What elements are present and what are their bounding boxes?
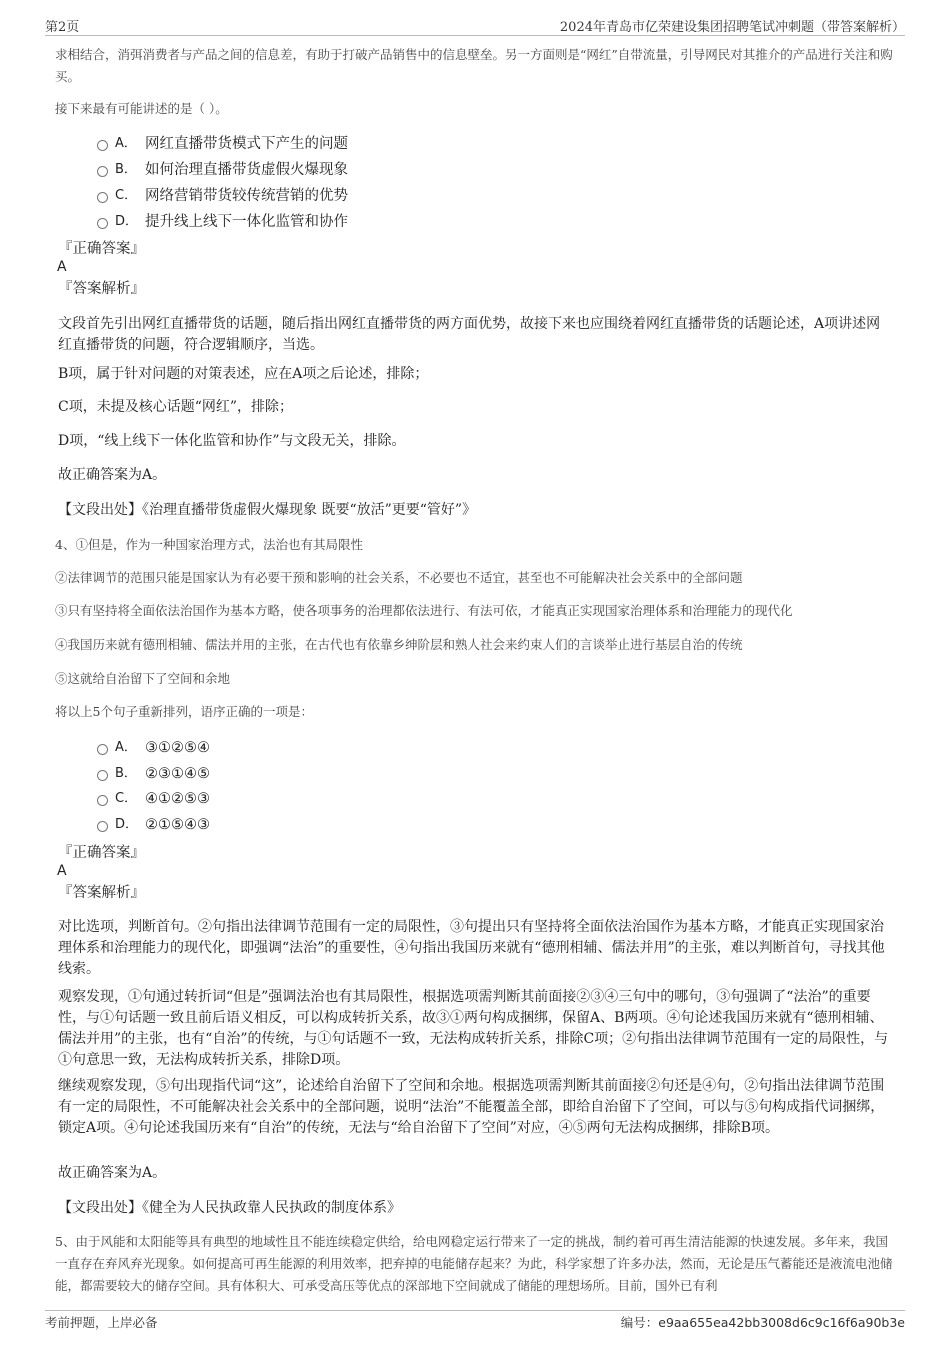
- q3-prompt: 接下来最有可能讲述的是（ ）。: [55, 101, 228, 116]
- q3-answer-label: 『正确答案』: [58, 241, 145, 257]
- q4-analysis-label: 『答案解析』: [58, 885, 145, 901]
- radio-button[interactable]: [97, 140, 108, 151]
- radio-button[interactable]: [97, 821, 108, 832]
- q5-passage: 5、由于风能和太阳能等具有典型的地域性且不能连续稳定供给，给电网稳定运行带来了一定的挑战，制约着可再生清洁能源的快速发展。多年来，我国一直存在弃风弃光现象。如何提高可再生能源的利用效率，把弃掉的电能储存起来？为此，科学家想了许多办法，然而，无论是压气蓄能还是液流电池储能，都需要较大的储存空间。具有体积大、可承受高压等优点的深部地下空间就成了储能的理想场所。目前，国外已有利: [55, 1234, 893, 1293]
- q4-analysis-para-3: 继续观察发现，⑤句出现指代词“这”，论述给自治留下了空间和余地。根据选项需判断其前面接②句还是④句，②句指出法律调节范围有一定的局限性，不可能解决社会关系中的全部问题，说明“法治”不能覆盖全部，即给自治留下了空间，可以与⑤句构成指代词捆绑，锁定A项。④句论述我国历来有“自治”的传统，无法与“给自治留下了空间”对应，④⑤两句无法构成捆绑，排除B项。: [58, 1078, 885, 1136]
- radio-button[interactable]: [97, 795, 108, 806]
- radio-button[interactable]: [97, 166, 108, 177]
- radio-button[interactable]: [97, 218, 108, 229]
- q3-analysis-para-2: B项，属于针对问题的对策表述，应在A项之后论述，排除；: [58, 366, 429, 382]
- q3-analysis-para-3: C项，未提及核心话题“网红”，排除；: [58, 399, 294, 415]
- radio-button[interactable]: [97, 770, 108, 781]
- q3-answer: A: [57, 259, 67, 275]
- q4-source: 【文段出处】《健全为人民执政靠人民执政的制度体系》: [58, 1200, 401, 1216]
- page-number: 第2页: [45, 20, 80, 35]
- footer-code: [621, 1313, 905, 1331]
- q4-sentence-4: ④我国历来就有德刑相辅、儒法并用的主张，在古代也有依靠乡绅阶层和熟人社会来约束人们的言谈举止进行基层自治的传统: [55, 637, 743, 652]
- q4-sentence-1: 4、①但是，作为一种国家治理方式，法治也有其局限性: [55, 537, 363, 552]
- radio-button[interactable]: [97, 744, 108, 755]
- q4-sentence-2: ②法律调节的范围只能是国家认为有必要干预和影响的社会关系，不必要也不适宜，甚至也不可能解决社会关系中的全部问题: [55, 570, 743, 585]
- q3-analysis-conclusion: 故正确答案为A。: [58, 467, 167, 483]
- q4-sentence-5: ⑤这就给自治留下了空间和余地: [55, 671, 231, 686]
- radio-button[interactable]: [97, 192, 108, 203]
- footer-code-label: 编号：: [620, 1315, 659, 1330]
- q3-analysis-label: 『答案解析』: [58, 281, 145, 297]
- q4-answer: A: [57, 863, 67, 879]
- q4-answer-label: 『正确答案』: [58, 845, 145, 861]
- footer-slogan: 考前押题，上岸必备: [45, 1315, 158, 1330]
- footer-code-value: e9aa655ea42bb3008d6c9c16f6a90b3e: [658, 1315, 905, 1330]
- q4-analysis-para-1: 对比选项，判断首句。②句指出法律调节范围有一定的局限性，③句提出只有坚持将全面依法治国作为基本方略，才能真正实现国家治理体系和治理能力的现代化，即强调“法治”的重要性，④句指出我国历来就有“德刑相辅、儒法并用”的主张，难以判断首句，寻找其他线索。: [58, 919, 885, 977]
- q4-analysis-conclusion: 故正确答案为A。: [58, 1165, 167, 1181]
- header-divider: [45, 35, 905, 36]
- page-header: [45, 14, 905, 36]
- footer-divider: [45, 1310, 905, 1311]
- q4-sentence-3: ③只有坚持将全面依法治国作为基本方略，使各项事务的治理都依法进行、有法可依，才能真正实现国家治理体系和治理能力的现代化: [55, 603, 793, 618]
- q3-passage-tail: 求相结合，消弭消费者与产品之间的信息差，有助于打破产品销售中的信息壁垒。另一方面则是“网红”自带流量，引导网民对其推介的产品进行关注和购买。: [55, 47, 893, 84]
- q4-prompt: 将以上5个句子重新排列，语序正确的一项是：: [55, 704, 313, 719]
- q3-analysis-para-1: 文段首先引出网红直播带货的话题，随后指出网红直播带货的两方面优势，故接下来也应围绕着网红直播带货的话题论述，A项讲述网红直播带货的问题，符合逻辑顺序，当选。: [58, 316, 881, 353]
- q3-source: 【文段出处】《治理直播带货虚假火爆现象 既要“放活”更要“管好”》: [58, 502, 477, 518]
- q4-analysis-para-2: 观察发现，①句通过转折词“但是”强调法治也有其局限性，根据选项需判断其前面接②③④三句中的哪句，③句强调了“法治”的重要性，与①句话题一致且前后语义相反，可以构成转折关系，故③①两句构成捆绑，保留A、B两项。④句论述我国历来就有“德刑相辅、儒法并用”的主张，也有“自治”的传统，与①句话题不一致，无法构成转折关系，排除C项；②句指出法律调节范围有一定的局限性，与①句意思一致，无法构成转折关系，排除D项。: [58, 989, 889, 1068]
- document-title: 2024年青岛市亿荣建设集团招聘笔试冲刺题（带答案解析）: [559, 20, 905, 35]
- q3-analysis-para-4: D项，“线上线下一体化监管和协作”与文段无关，排除。: [58, 433, 406, 449]
